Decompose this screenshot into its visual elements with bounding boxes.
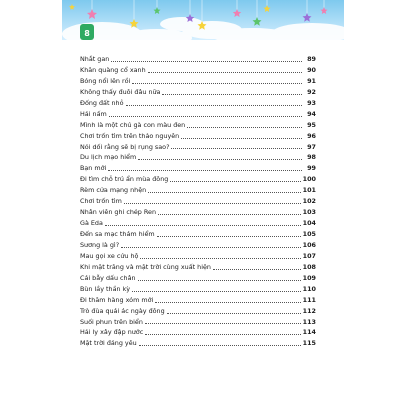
dot-leader [187,127,302,128]
dot-leader [105,225,301,226]
dot-leader [167,313,301,314]
toc-entry-page: 93 [307,98,316,107]
toc-entry-title: Mình là một chú gà con màu đen [80,120,186,129]
toc-entry-title: Chơi trốn tìm [80,197,122,206]
toc-entry-title: Nhắt gan [80,55,110,63]
toc-entry [80,54,316,65]
book-page [62,0,344,400]
toc-entry-title: Sương là gì? [80,240,120,249]
toc-entry-page: 107 [302,251,316,260]
table-of-contents [80,54,316,349]
toc-entry-title: Khăn quàng cổ xanh [80,65,146,74]
toc-entry-page: 99 [307,164,316,173]
toc-entry [80,76,316,87]
toc-entry-title: Đến sa mạc thám hiểm [80,230,155,238]
toc-entry-page: 106 [302,240,316,249]
toc-entry-page: 90 [307,65,316,74]
toc-entry [80,174,316,185]
dot-leader [132,291,301,292]
toc-entry-page: 101 [302,186,316,195]
toc-entry-page: 92 [307,87,316,96]
dot-leader [157,236,301,237]
dot-leader [108,170,302,171]
dot-leader [158,214,301,215]
toc-entry-title: Đống đất nhỏ [80,98,124,107]
toc-entry [80,120,316,131]
toc-entry [80,196,316,207]
toc-entry-title: Du lịch mạo hiểm [80,153,137,162]
toc-entry-page: 104 [302,219,316,228]
toc-entry [80,207,316,218]
toc-entry [80,251,316,262]
toc-entry-title: Nói dối rằng sẽ bị rụng sao? [80,142,170,151]
toc-entry-title: Khi mặt trăng và mặt trời cùng xuất hiện [80,262,211,271]
toc-entry-title: Không thấy đuôi đâu nữa [80,87,161,96]
toc-entry-page: 97 [307,142,316,151]
toc-entry-page: 115 [302,339,316,348]
toc-entry-page: 89 [307,55,316,63]
toc-entry-title: Đi tìm chỗ trú ẩn mùa đông [80,175,169,184]
toc-entry [80,262,316,273]
toc-entry [80,327,316,338]
toc-entry-title: Trò đùa quái ác ngày đông [80,306,165,315]
toc-entry-page: 94 [307,109,316,118]
toc-entry-title: Bùn lầy thần kỳ [80,284,131,293]
dot-leader [139,345,301,346]
toc-entry [80,98,316,109]
toc-entry-title: Gà Eda [80,219,103,228]
toc-entry-page: 98 [307,153,316,162]
toc-entry-page: 114 [302,328,316,337]
toc-entry [80,163,316,174]
toc-entry [80,218,316,229]
toc-entry [80,284,316,295]
toc-entry-page: 95 [307,120,316,129]
dot-leader [111,61,302,62]
toc-entry-page: 100 [302,175,316,184]
toc-entry [80,65,316,76]
toc-entry-page: 105 [302,230,316,238]
toc-entry-title: Chơi trốn tìm trên thảo nguyên [80,131,180,140]
toc-entry-title: Cái bẫy dấu chân [80,273,136,282]
dot-leader [213,269,301,270]
toc-entry-page: 108 [302,262,316,271]
toc-entry-page: 91 [307,76,316,85]
toc-entry-title: Hái nấm [80,109,107,118]
sky-header-illustration [62,0,344,40]
dot-leader [132,83,302,84]
dot-leader [170,181,300,182]
toc-entry [80,87,316,98]
toc-entry [80,273,316,284]
dot-leader [145,323,301,324]
toc-entry-page: 112 [302,306,316,315]
dot-leader [148,192,300,193]
toc-entry-title: Rèm cửa mạng nhện [80,186,147,195]
dot-leader [140,258,300,259]
toc-entry-title: Mặt trời đáng yêu [80,339,137,348]
toc-entry [80,142,316,153]
toc-entry [80,229,316,240]
toc-entry-title: Nhân viên ghi chép Ren [80,208,157,217]
toc-entry-title: Bạn mới [80,164,107,173]
toc-entry-title: Bóng nổi lên rồi [80,76,131,85]
dot-leader [121,247,301,248]
toc-entry [80,152,316,163]
toc-entry [80,185,316,196]
dot-leader [171,148,302,149]
toc-entry-page: 110 [302,284,316,293]
toc-entry-title: Suối phun trên biển [80,317,143,326]
dot-leader [126,105,302,106]
dot-leader [148,72,302,73]
toc-entry [80,109,316,120]
toc-entry-title: Hải ly xây đập nước [80,328,144,337]
toc-entry-page: 109 [302,273,316,282]
toc-entry [80,338,316,349]
dot-leader [138,159,302,160]
sky-decoration [62,0,344,40]
toc-entry-page: 96 [307,131,316,140]
toc-entry-page: 113 [302,317,316,326]
toc-entry-page: 102 [302,197,316,206]
toc-entry-title: Mau gọi xe cứu hộ [80,251,139,260]
dot-leader [124,203,301,204]
dot-leader [155,302,300,303]
dot-leader [181,138,302,139]
toc-entry-page: 111 [302,295,316,304]
dot-leader [162,94,302,95]
toc-entry-page: 103 [302,208,316,217]
dot-leader [109,116,302,117]
toc-entry [80,306,316,317]
dot-leader [138,280,301,281]
toc-entry [80,131,316,142]
page-badge-number: 8 [84,29,90,38]
toc-entry-title: Đi thăm hàng xóm mới [80,295,154,304]
toc-entry [80,240,316,251]
toc-entry [80,317,316,328]
toc-entry [80,295,316,306]
dot-leader [145,334,300,335]
